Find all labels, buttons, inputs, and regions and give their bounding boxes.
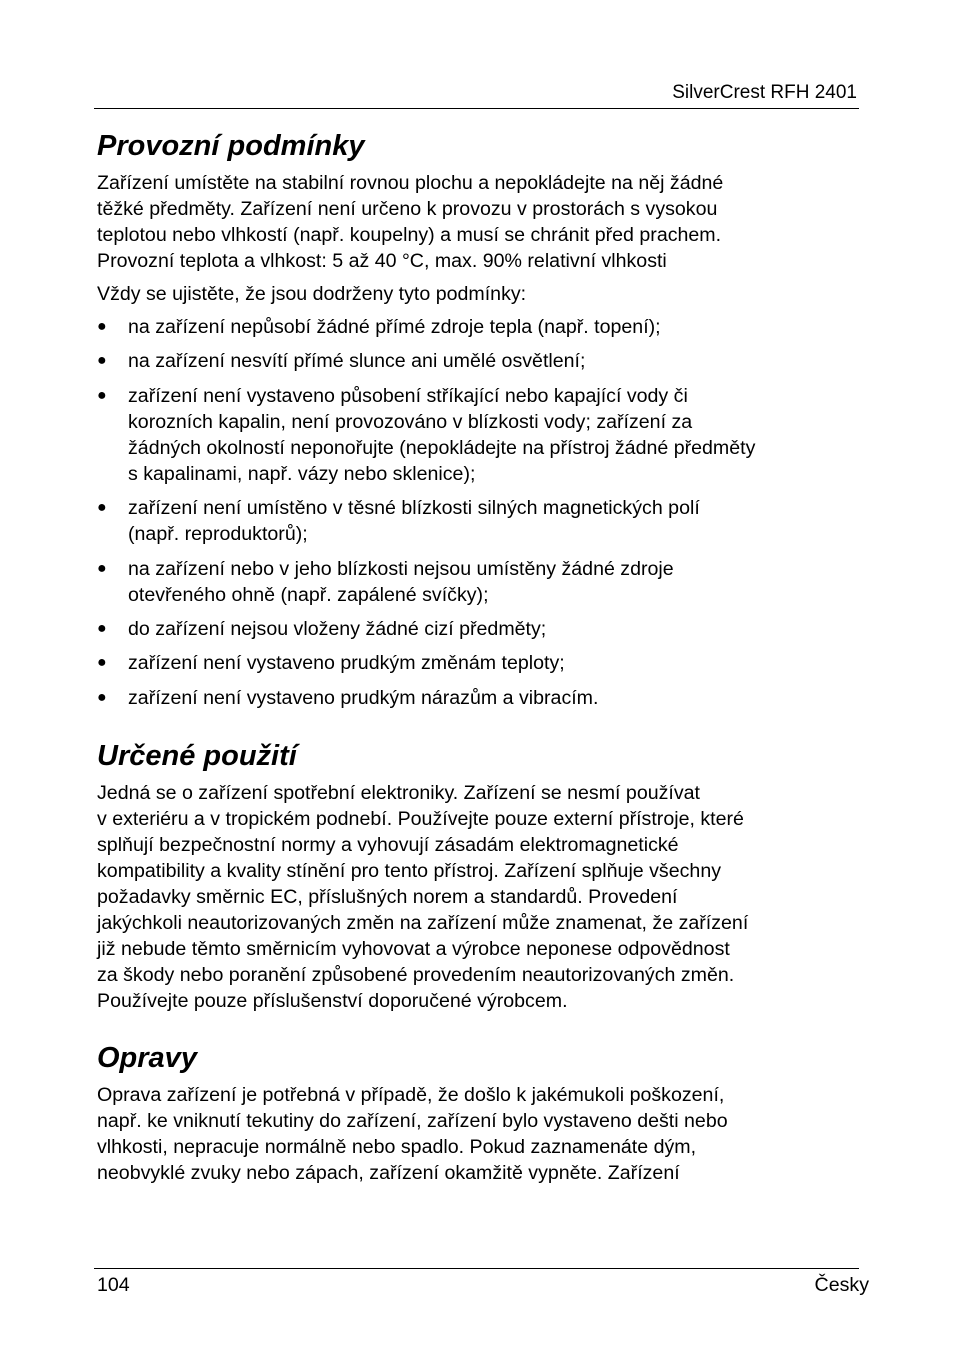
text-line: např. ke vniknutí tekutiny do zařízení, zařízení bylo vystaveno dešti nebo	[97, 1109, 728, 1132]
text-line: Provozní teplota a vlhkost: 5 až 40 °C, max. 90% relativní vlhkosti	[97, 250, 667, 272]
text-line: (např. reproduktorů);	[128, 523, 308, 546]
text-line: Oprava zařízení je potřebná v případě, že došlo k jakémukoli poškození,	[97, 1083, 725, 1106]
text-line: na zařízení nepůsobí žádné přímé zdroje tepla (např. topení);	[128, 316, 661, 338]
list-item	[97, 495, 861, 547]
text-line: korozních kapalin, není provozováno v blízkosti vody; zařízení za	[128, 410, 693, 433]
text-line: Používejte pouze příslušenství doporučené výrobcem.	[97, 989, 568, 1012]
bullet-icon: ●	[97, 559, 107, 577]
header-divider	[94, 108, 859, 109]
list-item	[97, 314, 861, 340]
repairs-paragraph	[97, 1082, 861, 1186]
operating-conditions-paragraph	[97, 170, 861, 274]
page-content	[97, 128, 861, 1186]
conditions-list	[97, 314, 861, 711]
text-line: splňují bezpečnostní normy a vyhovují zásadám elektromagnetické	[97, 833, 679, 856]
list-item	[97, 616, 861, 642]
text-line: na zařízení nebo v jeho blízkosti nejsou umístěny žádné zdroje	[128, 557, 674, 580]
bullet-icon: ●	[97, 619, 107, 637]
text-line: těžké předměty. Zařízení není určeno k provozu v prostorách s vysokou	[97, 198, 718, 220]
text-line: vlhkosti, nepracuje normálně nebo spadlo. Pokud zaznamenáte dým,	[97, 1135, 697, 1158]
text-line: požadavky směrnic EC, příslušných norem a standardů. Provedení	[97, 885, 678, 908]
text-line: za škody nebo poranění způsobené provedením neautorizovaných změn.	[97, 963, 735, 986]
list-item	[97, 685, 861, 711]
footer-language: Česky	[814, 1274, 869, 1296]
text-line: kompatibility a kvality stínění pro tento přístroj. Zařízení splňuje všechny	[97, 859, 722, 882]
heading-repairs: Opravy	[97, 1041, 197, 1074]
bullet-icon: ●	[97, 352, 107, 370]
bullet-icon: ●	[97, 386, 107, 404]
text-line: zařízení není umístěno v těsné blízkosti silných magnetických polí	[128, 497, 700, 520]
text-line: Zařízení umístěte na stabilní rovnou plochu a nepokládejte na něj žádné	[97, 172, 724, 194]
text-line: zařízení není vystaveno prudkým nárazům a vibracím.	[128, 686, 599, 709]
text-line: zařízení není vystaveno působení stříkající nebo kapající vody či	[128, 384, 688, 407]
list-item	[97, 556, 861, 608]
text-line: neobvyklé zvuky nebo zápach, zařízení okamžitě vypněte. Zařízení	[97, 1161, 680, 1184]
bullet-icon: ●	[97, 499, 107, 517]
bullet-icon: ●	[97, 654, 107, 672]
text-line: žádných okolností neponořujte (nepokládejte na přístroj žádné předměty	[128, 436, 756, 459]
text-line: teplotou nebo vlhkostí (např. koupelny) a musí se chránit před prachem.	[97, 224, 722, 246]
heading-intended-use: Určené použití	[97, 739, 297, 772]
page-number: 104	[97, 1274, 130, 1296]
text-line: otevřeného ohně (např. zapálené svíčky);	[128, 583, 489, 606]
list-item	[97, 383, 861, 487]
footer-divider	[94, 1268, 859, 1269]
header-product-title: SilverCrest RFH 2401	[672, 82, 857, 103]
bullet-icon: ●	[97, 688, 107, 706]
text-line: zařízení není vystaveno prudkým změnám teploty;	[128, 652, 565, 675]
text-line: v exteriéru a v tropickém podnebí. Používejte pouze externí přístroje, které	[97, 807, 744, 830]
text-line: již nebude těmto směrnicím vyhovovat a výrobce neponese odpovědnost	[97, 937, 730, 960]
intended-use-paragraph	[97, 780, 861, 1014]
text-line: Jedná se o zařízení spotřební elektroniky. Zařízení se nesmí používat	[97, 781, 700, 804]
text-line: do zařízení nejsou vloženy žádné cizí předměty;	[128, 617, 547, 640]
text-line: na zařízení nesvítí přímé slunce ani umělé osvětlení;	[128, 350, 586, 373]
heading-operating-conditions: Provozní podmínky	[97, 130, 365, 162]
list-item	[97, 650, 861, 676]
bullet-icon: ●	[97, 318, 107, 335]
text-line: s kapalinami, např. vázy nebo sklenice);	[128, 462, 476, 485]
conditions-intro: Vždy se ujistěte, že jsou dodrženy tyto podmínky:	[97, 283, 527, 305]
text-line: jakýchkoli neautorizovaných změn na zařízení může znamenat, že zařízení	[97, 911, 749, 934]
list-item	[97, 348, 861, 374]
